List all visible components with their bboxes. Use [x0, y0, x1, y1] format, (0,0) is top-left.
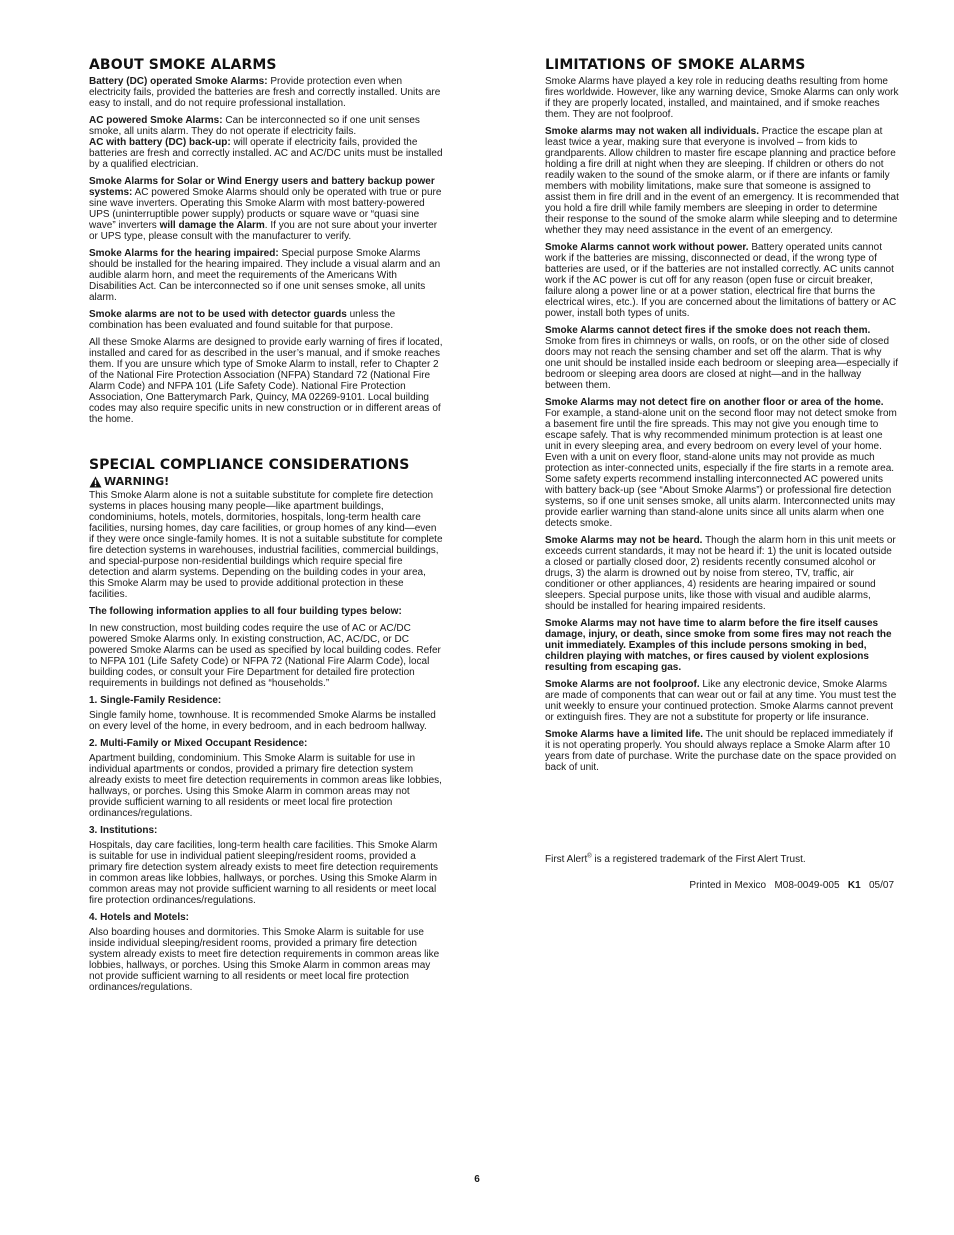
about-ac-paragraph: AC powered Smoke Alarms: Can be interconnected so if one unit senses smoke, all units alarm. They do not operate if electricity fails. AC with battery (DC) back-up: will operate if electricity fails, provided the batteries are fresh and correctly installed. AC and AC/DC units must be installed by a qualified electrician.	[89, 115, 443, 170]
warning-label: WARNING!	[89, 476, 443, 488]
multi-family-text: Apartment building, condominium. This Smoke Alarm is suitable for use in individual apartments or condos, provided a primary fire detection system already exists to meet fire detection requirements in common areas like lobbies, hallways, or porches. Using this Smoke Alarm in common areas may not provide sufficient warning to all residents or meet local fire protection ordinances/regulations.	[89, 753, 442, 819]
single-family-text: Single family home, townhouse. It is recommended Smoke Alarms be installed on every level of the home, in every bedroom, and in each bedroom hallway.	[89, 710, 436, 732]
trademark-note: First Alert® is a registered trademark of the First Alert Trust.	[545, 853, 806, 865]
left-column	[89, 57, 443, 999]
institutions-text: Hospitals, day care facilities, long-term health care facilities. This Smoke Alarm is suitable for use in individual patient sleeping/resident rooms, provided a primary fire detection system already exists to meet fire detection requirements in common areas like lobbies, hallways, or porches. Using this Smoke Alarm in common areas may not provide sufficient warning to all residents or meet local fire protection ordinances/regulations.	[89, 840, 439, 906]
single-family-title: 1. Single-Family Residence:	[89, 695, 222, 706]
warning-icon	[89, 476, 102, 488]
limitations-power: Smoke Alarms cannot work without power. Battery operated units cannot work if the batteries are missing, disconnected or dead, if the wrong type of batteries are used, or if the batteries are not installed correctly. AC units cannot work if the AC power is cut off for any reason (open fuse or circuit breaker, failure along a power line or at a power station, electrical fire that burns the electrical wires, etc.). If you are concerned about the limitations of battery or AC power, install both types of units.	[545, 242, 897, 319]
right-column	[545, 57, 899, 779]
about-battery-paragraph: Battery (DC) operated Smoke Alarms: Provide protection even when electricity fails, provided the batteries are fresh and correctly installed. Units are easy to install, and do not require professional installation.	[89, 76, 441, 109]
special-intro-paragraph: This Smoke Alarm alone is not a suitable substitute for complete fire detection systems in places housing many people—like apartment buildings, condominiums, hotels, motels, dormitories, hospitals, long-term health care facilities, nursing homes, day care facilities, or group homes of any kind—even if they were once single-family homes. It is not a suitable substitute for complete fire detection systems in warehouses, industrial facilities, commercial buildings, and special-purpose non-residential buildings which require special fire detection and alarm systems. Depending on the building codes in your area, this Smoke Alarm may be used to provide additional protection in these facilities.	[89, 490, 443, 600]
print-info: Printed in Mexico M08-0049-005 K1 05/07	[689, 880, 894, 891]
limitations-heard: Smoke Alarms may not be heard. Though the alarm horn in this unit meets or exceeds current standards, it may not be heard if: 1) the unit is located outside a closed or partially closed door, 2) residents recently consumed alcohol or drugs, 3) the alarm is drowned out by noise from stereo, TV, traffic, air conditioner or other appliances, 4) residents are hearing impaired or sound sleepers. Special purpose units, like those with visual and audible alarms, should be installed for hearing impaired residents.	[545, 535, 896, 612]
special-applies-line: The following information applies to all four building types below:	[89, 606, 402, 617]
limitations-waken: Smoke alarms may not waken all individuals. Practice the escape plan at least twice a year, making sure that everyone is involved – from kids to grandparents. Allow children to master fire escape planning and practice before holding a fire drill at night when they are sleeping. If children or others do not readily waken to the sound of the smoke alarm, or if there are infants or family members with mobility limitations, make sure that someone is assigned to assist them in fire drill and in the event of an emergency. It is recommended that you hold a fire drill while family members are sleeping in order to determine their response to the sound of the smoke alarm while sleeping and to determine whether they may need assistance in the event of an emergency.	[545, 126, 899, 236]
institutions-title: 3. Institutions:	[89, 825, 158, 836]
limitations-intro: Smoke Alarms have played a key role in reducing deaths resulting from home fires worldwide. However, like any warning device, Smoke Alarms can only work if they are properly located, installed, and maintained, and if smoke reaches them. They are not foolproof.	[545, 76, 899, 120]
special-construction-paragraph: In new construction, most building codes require the use of AC or AC/DC powered Smoke Alarms only. In existing construction, AC, AC/DC, or DC powered Smoke Alarms can be used as specified by local building codes. Refer to NFPA 101 (Life Safety Code) or NFPA 72 (National Fire Alarm Code), local building codes, or consult your Fire Department for detailed fire protection requirements in buildings not defined as “households.”	[89, 623, 441, 689]
limitations-floor: Smoke Alarms may not detect fire on another floor or area of the home. For example, a stand-alone unit on the second floor may not detect smoke from a basement fire until the fire spreads. This may not give you enough time to escape safely. That is why recommended minimum protection is at least one unit in every sleeping area, and every bedroom on every level of your home. Even with a unit on every floor, stand-alone units may not provide as much protection as inter-connected units, especially if the fire starts in a remote area. Some safety experts recommend installing interconnected AC powered units with battery back-up (see “About Smoke Alarms”) or professional fire detection systems, so if one unit senses smoke, all units alarm. Interconnected units may provide earlier warning than stand-alone units since all units alarm when one detects smoke.	[545, 397, 897, 529]
page-number: 6	[474, 1174, 480, 1185]
special-heading: SPECIAL COMPLIANCE CONSIDERATIONS	[89, 457, 410, 473]
multi-family-title: 2. Multi-Family or Mixed Occupant Residence:	[89, 738, 308, 749]
about-guards-paragraph: Smoke alarms are not to be used with detector guards unless the combination has been evaluated and found suitable for that purpose.	[89, 309, 396, 331]
about-heading: ABOUT SMOKE ALARMS	[89, 57, 277, 73]
about-general-paragraph: All these Smoke Alarms are designed to provide early warning of fires if located, installed and cared for as described in the user’s manual, and if smoke reaches them. If you are unsure which type of Smoke Alarm to install, refer to Chapter 2 of the National Fire Protection Association (NFPA) Standard 72 (National Fire Alarm Code) and NFPA 101 (Life Safety Code). National Fire Protection Association, One Batterymarch Park, Quincy, MA 02269-9101. Local building codes may also require specific units in new construction or in different areas of the home.	[89, 337, 443, 425]
about-hearing-paragraph: Smoke Alarms for the hearing impaired: Special purpose Smoke Alarms should be installed for the hearing impaired. They include a visual alarm and an audible alarm horn, and meet the requirements of the Americans With Disabilities Act. Can be interconnected so if one unit senses smoke, all units alarm.	[89, 248, 441, 303]
limitations-foolproof: Smoke Alarms are not foolproof. Like any electronic device, Smoke Alarms are made of components that can wear out or fail at any time. You must test the unit weekly to ensure your continued protection. Smoke Alarms cannot prevent or extinguish fires. They are not a substitute for property or life insurance.	[545, 679, 897, 723]
limitations-heading: LIMITATIONS OF SMOKE ALARMS	[545, 57, 806, 73]
about-solar-paragraph: Smoke Alarms for Solar or Wind Energy users and battery backup power systems: AC powered Smoke Alarms should only be operated with true or pure sine wave inverters. Operating this Smoke Alarm with most battery-powered UPS (uninterruptible power supply) products or square wave or “quasi sine wave” inverters will damage the Alarm. If you are not sure about your inverter or UPS type, please consult with the manufacturer to verify.	[89, 176, 442, 242]
limitations-time: Smoke Alarms may not have time to alarm before the fire itself causes damage, injury, or death, since smoke from some fires may not reach the unit immediately. Examples of this include persons smoking in bed, children playing with matches, or fires caused by violent explosions resulting from escaping gas.	[545, 618, 892, 673]
limitations-reach: Smoke Alarms cannot detect fires if the smoke does not reach them. Smoke from fires in chimneys or walls, on roofs, or on the other side of closed doors may not reach the sensing chamber and set off the alarm. That is why one unit should be installed inside each bedroom or sleeping area—especially if bedroom or sleeping area doors are closed at night—and in the hallway between them.	[545, 325, 898, 391]
hotels-title: 4. Hotels and Motels:	[89, 912, 190, 923]
limitations-life: Smoke Alarms have a limited life. The unit should be replaced immediately if it is not operating properly. You should always replace a Smoke Alarm after 10 years from date of purchase. Write the purchase date on the space provided on back of unit.	[545, 729, 897, 773]
hotels-text: Also boarding houses and dormitories. This Smoke Alarm is suitable for use inside individual sleeping/resident rooms, provided a primary fire detection system already exists to meet fire detection requirements in common areas like lobbies, hallways, or porches. Using this Smoke Alarm in common areas may not provide sufficient warning to all residents or meet local fire protection ordinances/regulations.	[89, 927, 440, 993]
